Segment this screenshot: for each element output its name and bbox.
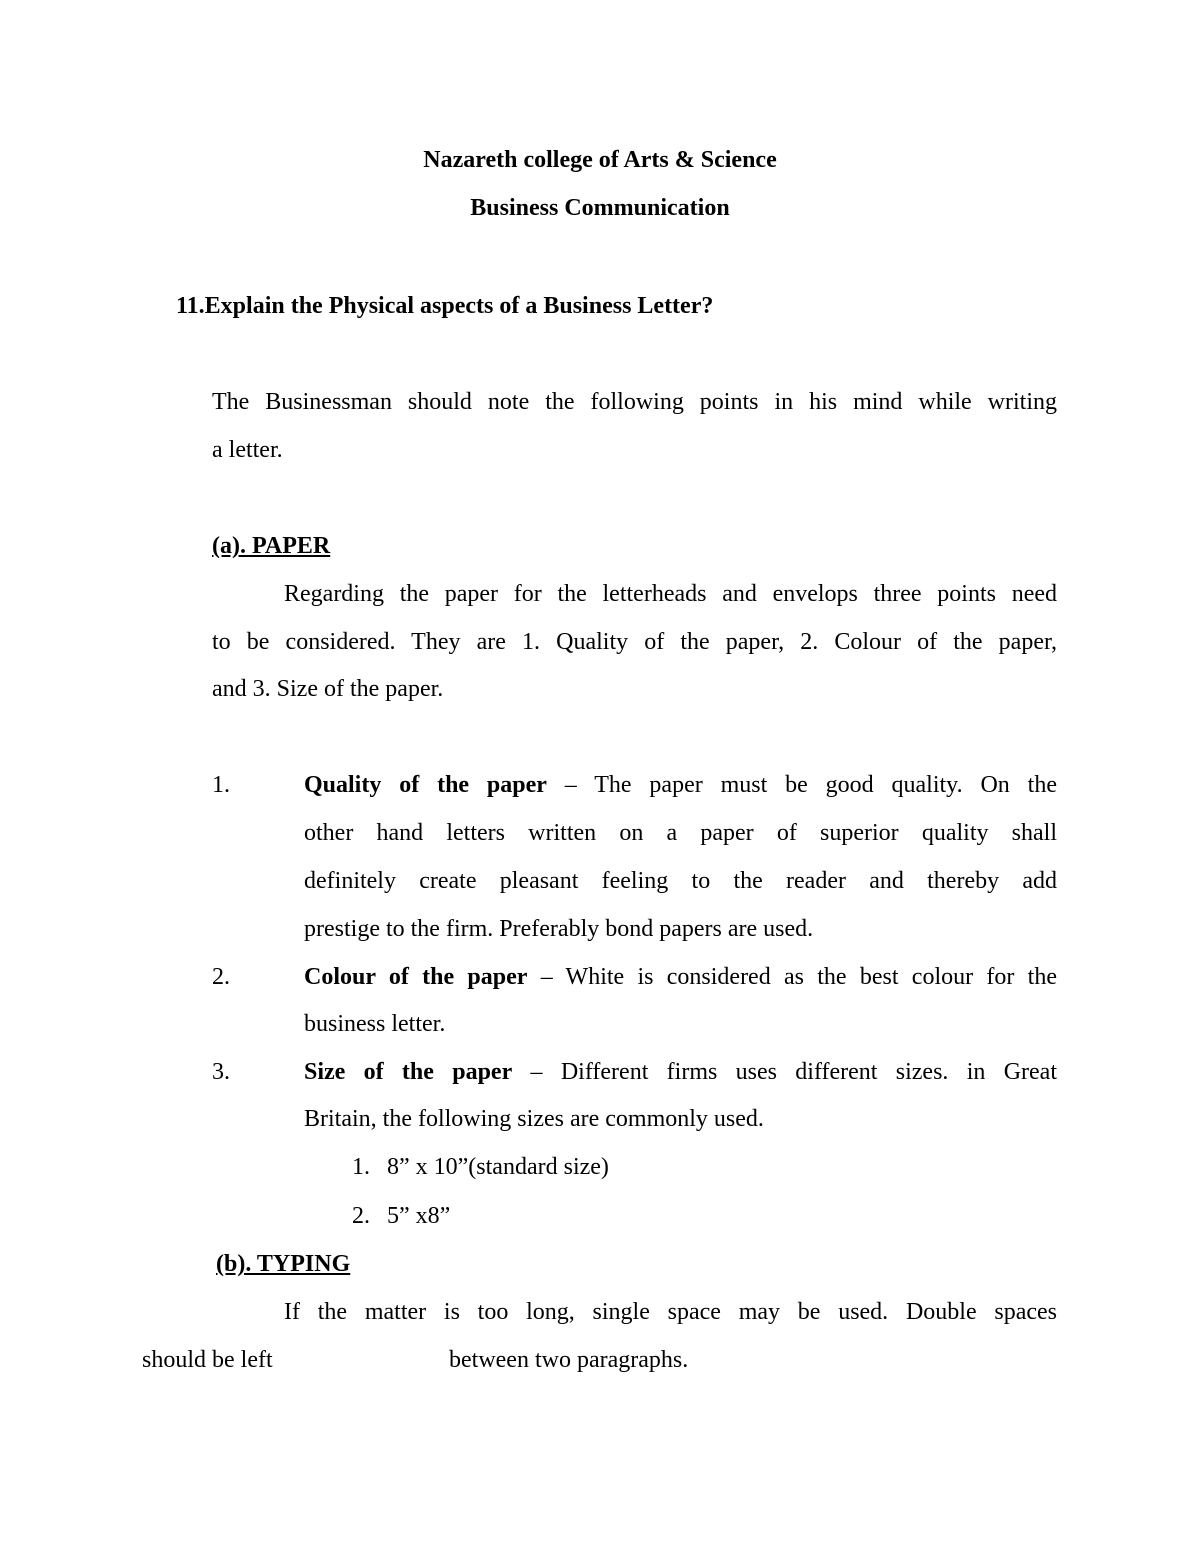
section-a-heading: (a). PAPER xyxy=(212,533,331,559)
item-size-line-1 xyxy=(304,1060,1057,1084)
section-a-para-line-1: Regarding the paper for the letterheads and envelops three points need xyxy=(284,581,1057,607)
size-number: 1. xyxy=(352,1154,370,1180)
section-b-heading: (b). TYPING xyxy=(216,1251,351,1277)
item-title: Quality of the paper xyxy=(304,772,547,798)
item-number: 3. xyxy=(212,1059,230,1085)
item-text: – White is considered as the best colour for the xyxy=(527,964,1057,990)
section-a-para-line-2: to be considered. They are 1. Quality of the paper, 2. Colour of the paper, xyxy=(212,629,1057,655)
item-text: – The paper must be good quality. On the xyxy=(546,772,1057,798)
item-number: 2. xyxy=(212,964,230,990)
size-number: 2. xyxy=(352,1203,370,1229)
item-text: – Different firms uses different sizes. in Great xyxy=(512,1059,1057,1085)
item-quality-line-2: other hand letters written on a paper of superior quality shall xyxy=(304,820,1057,846)
college-title: Nazareth college of Arts & Science xyxy=(423,147,777,173)
item-quality-line-1 xyxy=(304,773,1057,797)
intro-line-2: a letter. xyxy=(212,437,283,463)
item-colour-line-2: business letter. xyxy=(304,1011,446,1037)
item-size-line-2: Britain, the following sizes are commonly used. xyxy=(304,1106,764,1132)
subject-title: Business Communication xyxy=(470,195,730,221)
item-number: 1. xyxy=(212,772,230,798)
item-title: Size of the paper xyxy=(304,1059,513,1085)
size-item: 5” x8” xyxy=(387,1203,451,1229)
size-item: 8” x 10”(standard size) xyxy=(387,1154,609,1180)
intro-line-1: The Businessman should note the following points in his mind while writing xyxy=(212,389,1057,415)
section-b-para-line-1: If the matter is too long, single space may be used. Double spaces xyxy=(284,1299,1057,1325)
section-a-para-line-3: and 3. Size of the paper. xyxy=(212,676,444,702)
item-title: Colour of the paper xyxy=(304,964,528,990)
question-heading: 11.Explain the Physical aspects of a Business Letter? xyxy=(176,293,714,319)
section-b-para-line-2-right: between two paragraphs. xyxy=(449,1347,689,1373)
item-quality-line-3: definitely create pleasant feeling to the reader and thereby add xyxy=(304,868,1057,894)
section-b-para-line-2-left: should be left xyxy=(142,1347,273,1373)
item-quality-line-4: prestige to the firm. Preferably bond papers are used. xyxy=(304,916,814,942)
item-colour-line-1 xyxy=(304,965,1057,989)
